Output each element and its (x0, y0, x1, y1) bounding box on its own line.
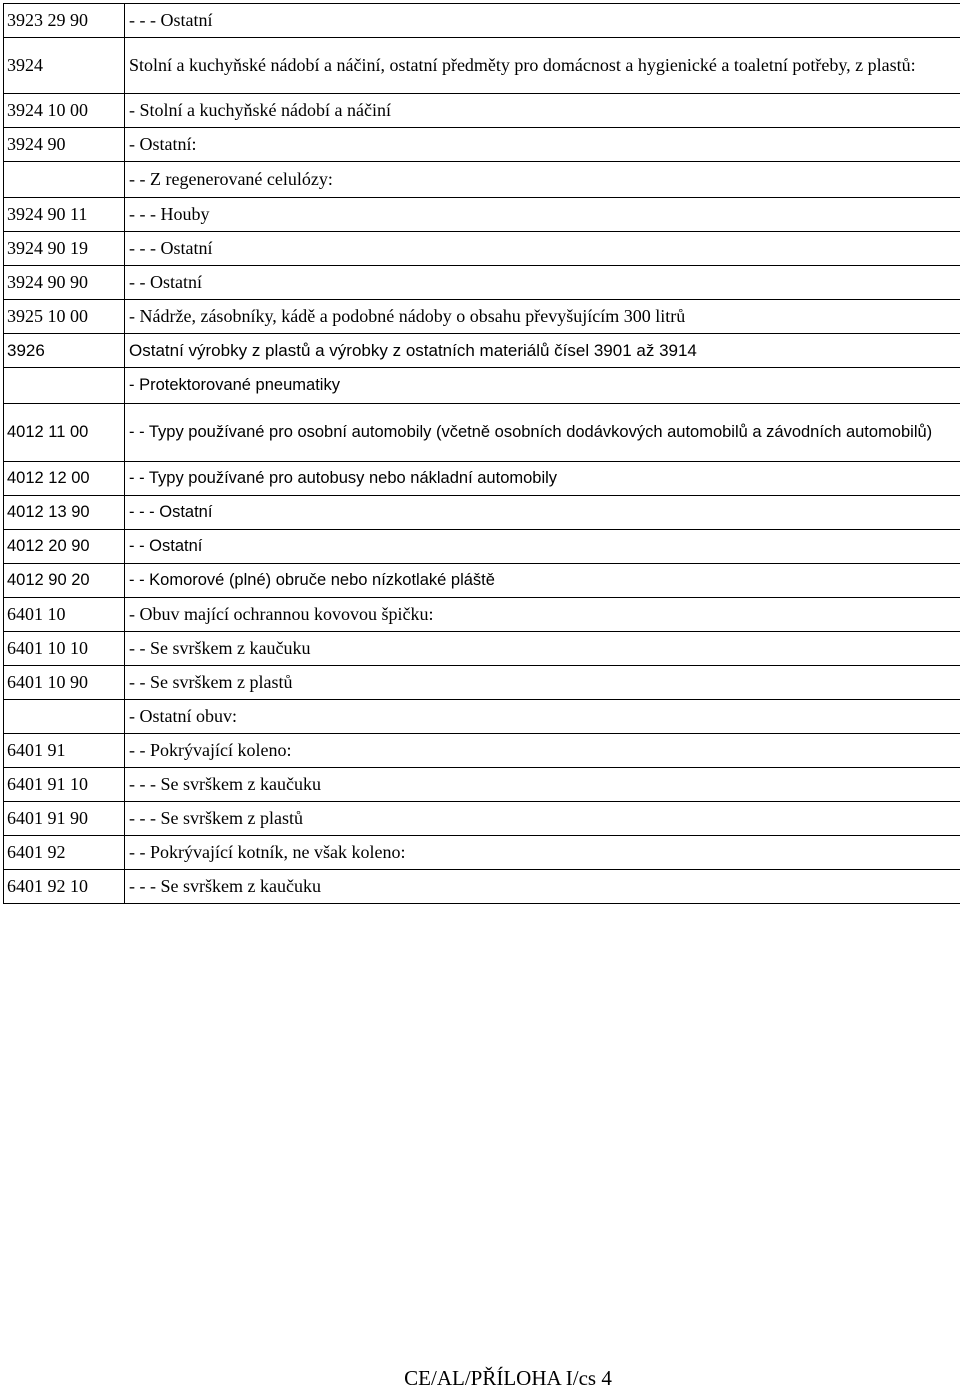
tariff-description: - - - Houby (125, 198, 960, 232)
tariff-code: 6401 91 (4, 734, 125, 768)
tariff-code: 3923 29 90 (4, 4, 125, 38)
tariff-code (4, 162, 125, 198)
table-row (4, 564, 960, 598)
table-row (4, 666, 960, 700)
tariff-code: 6401 92 10 (4, 870, 125, 904)
tariff-code: 6401 91 90 (4, 802, 125, 836)
tariff-description: - - Komorové (plné) obruče nebo nízkotlaké pláště (125, 564, 960, 598)
table-row (4, 768, 960, 802)
table-row (4, 598, 960, 632)
table-row (4, 198, 960, 232)
table-row (4, 4, 960, 38)
tariff-description: - - Se svrškem z plastů (125, 666, 960, 700)
tariff-description: - Obuv mající ochrannou kovovou špičku: (125, 598, 960, 632)
tariff-code: 3926 (4, 334, 125, 368)
tariff-code: 4012 13 90 (4, 496, 125, 530)
table-row (4, 232, 960, 266)
table-row (4, 128, 960, 162)
table-row (4, 836, 960, 870)
tariff-code: 4012 11 00 (4, 404, 125, 462)
page-footer: CE/AL/PŘÍLOHA I/cs 4 (0, 1366, 960, 1391)
tariff-description: - - Typy používané pro autobusy nebo nákladní automobily (125, 462, 960, 496)
tariff-description: - - - Se svrškem z plastů (125, 802, 960, 836)
tariff-code: 6401 10 (4, 598, 125, 632)
tariff-code: 3924 90 90 (4, 266, 125, 300)
table-row (4, 266, 960, 300)
tariff-code: 6401 10 90 (4, 666, 125, 700)
tariff-code: 3924 (4, 38, 125, 94)
tariff-code: 4012 20 90 (4, 530, 125, 564)
tariff-description: - - Se svrškem z kaučuku (125, 632, 960, 666)
table-row (4, 870, 960, 904)
tariff-code: 3924 90 (4, 128, 125, 162)
table-row (4, 94, 960, 128)
table-row (4, 162, 960, 198)
tariff-code: 3924 10 00 (4, 94, 125, 128)
table-row (4, 700, 960, 734)
table-row (4, 300, 960, 334)
tariff-code: 6401 91 10 (4, 768, 125, 802)
tariff-description: - - - Ostatní (125, 232, 960, 266)
table-row (4, 462, 960, 496)
tariff-code: 6401 92 (4, 836, 125, 870)
table-row (4, 802, 960, 836)
table-row (4, 496, 960, 530)
tariff-code: 6401 10 10 (4, 632, 125, 666)
tariff-description: Ostatní výrobky z plastů a výrobky z ostatních materiálů čísel 3901 až 3914 (125, 334, 960, 368)
table-row (4, 368, 960, 404)
table-row (4, 734, 960, 768)
tariff-description: Stolní a kuchyňské nádobí a náčiní, ostatní předměty pro domácnost a hygienické a toaletní potřeby, z plastů: (125, 38, 960, 94)
tariff-description: - Nádrže, zásobníky, kádě a podobné nádoby o obsahu převyšujícím 300 litrů (125, 300, 960, 334)
tariff-code: 3924 90 11 (4, 198, 125, 232)
tariff-description: - - - Ostatní (125, 496, 960, 530)
tariff-description: - - Pokrývající kotník, ne však koleno: (125, 836, 960, 870)
tariff-code: 3925 10 00 (4, 300, 125, 334)
tariff-description: - - Ostatní (125, 266, 960, 300)
tariff-code (4, 368, 125, 404)
tariff-description: - - - Se svrškem z kaučuku (125, 870, 960, 904)
tariff-description: - Ostatní: (125, 128, 960, 162)
tariff-code: 4012 12 00 (4, 462, 125, 496)
table-row (4, 334, 960, 368)
table-row (4, 530, 960, 564)
tariff-description: - - Typy používané pro osobní automobily (včetně osobních dodávkových automobilů a závodních automobilů) (125, 404, 960, 462)
tariff-code: 3924 90 19 (4, 232, 125, 266)
tariff-description: - - Ostatní (125, 530, 960, 564)
tariff-description: - Stolní a kuchyňské nádobí a náčiní (125, 94, 960, 128)
tariff-description: - Protektorované pneumatiky (125, 368, 960, 404)
tariff-code-table (3, 3, 960, 904)
tariff-description: - - Z regenerované celulózy: (125, 162, 960, 198)
tariff-description: - - - Ostatní (125, 4, 960, 38)
tariff-code (4, 700, 125, 734)
tariff-description: - Ostatní obuv: (125, 700, 960, 734)
table-row (4, 404, 960, 462)
tariff-code: 4012 90 20 (4, 564, 125, 598)
tariff-description: - - - Se svrškem z kaučuku (125, 768, 960, 802)
table-row (4, 632, 960, 666)
table-row (4, 38, 960, 94)
tariff-description: - - Pokrývající koleno: (125, 734, 960, 768)
